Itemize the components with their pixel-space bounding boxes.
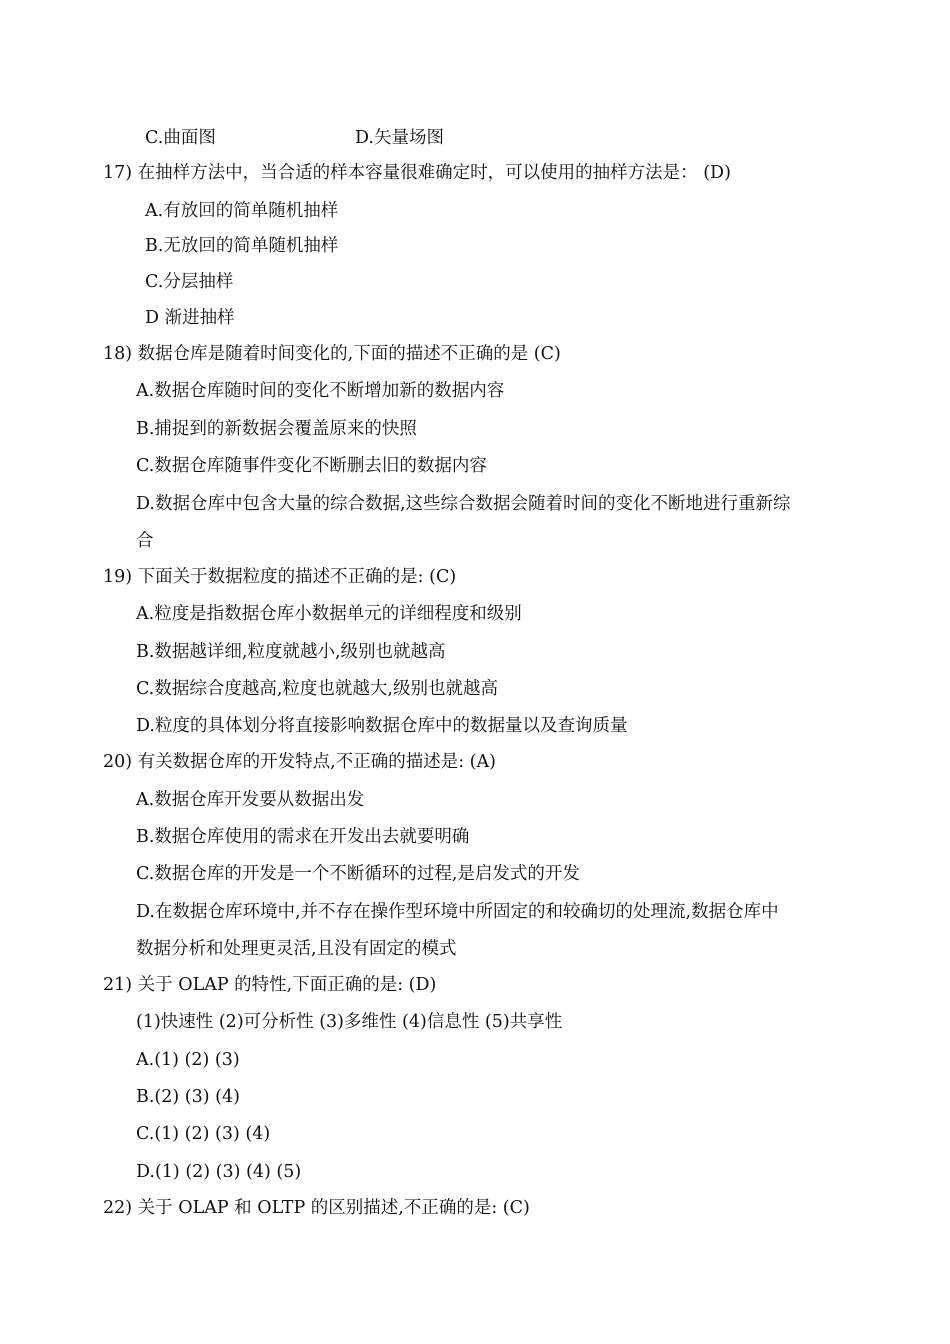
question-19-option-a: A.粒度是指数据仓库小数据单元的详细程度和级别 bbox=[136, 604, 522, 624]
question-20-option-b: B.数据仓库使用的需求在开发出去就要明确 bbox=[136, 827, 470, 847]
question-20-option-c: C.数据仓库的开发是一个不断循环的过程,是启发式的开发 bbox=[136, 864, 580, 884]
question-18-stem: 18) 数据仓库是随着时间变化的,下面的描述不正确的是 (C) bbox=[103, 344, 561, 364]
question-17-option-a: A.有放回的简单随机抽样 bbox=[145, 201, 339, 221]
question-17-option-b: B.无放回的简单随机抽样 bbox=[145, 236, 339, 256]
question-19-stem: 19) 下面关于数据粒度的描述不正确的是: (C) bbox=[103, 567, 457, 587]
question-20-option-a: A.数据仓库开发要从数据出发 bbox=[136, 790, 365, 810]
question-18-option-d-continued: 合 bbox=[136, 531, 154, 551]
question-19-option-d: D.粒度的具体划分将直接影响数据仓库中的数据量以及查询质量 bbox=[136, 716, 628, 736]
question-18-option-d: D.数据仓库中包含大量的综合数据,这些综合数据会随着时间的变化不断地进行重新综 bbox=[136, 494, 791, 514]
prev-option-c: C.曲面图 bbox=[145, 128, 216, 148]
question-20-option-d: D.在数据仓库环境中,并不存在操作型环境中所固定的和较确切的处理流,数据仓库中 bbox=[136, 902, 779, 922]
question-22-stem: 22) 关于 OLAP 和 OLTP 的区别描述,不正确的是: (C) bbox=[103, 1198, 530, 1218]
question-19-option-c: C.数据综合度越高,粒度也就越大,级别也就越高 bbox=[136, 679, 498, 699]
question-21-option-c: C.(1) (2) (3) (4) bbox=[136, 1124, 271, 1144]
question-21-stem: 21) 关于 OLAP 的特性,下面正确的是: (D) bbox=[103, 975, 437, 995]
question-17-option-c: C.分层抽样 bbox=[145, 272, 234, 292]
question-17-stem: 17) 在抽样方法中，当合适的样本容量很难确定时，可以使用的抽样方法是： (D) bbox=[103, 163, 731, 183]
question-21-option-d: D.(1) (2) (3) (4) (5) bbox=[136, 1162, 302, 1182]
question-18-option-b: B.捕捉到的新数据会覆盖原来的快照 bbox=[136, 419, 417, 439]
question-18-option-c: C.数据仓库随事件变化不断删去旧的数据内容 bbox=[136, 456, 487, 476]
question-20-option-d-continued: 数据分析和处理更灵活,且没有固定的模式 bbox=[136, 939, 457, 959]
question-18-option-a: A.数据仓库随时间的变化不断增加新的数据内容 bbox=[136, 381, 505, 401]
prev-option-d: D.矢量场图 bbox=[355, 128, 444, 148]
question-19-option-b: B.数据越详细,粒度就越小,级别也就越高 bbox=[136, 642, 446, 662]
question-21-list: (1)快速性 (2)可分析性 (3)多维性 (4)信息性 (5)共享性 bbox=[136, 1012, 563, 1032]
question-17-option-d: D 渐进抽样 bbox=[145, 308, 235, 328]
question-20-stem: 20) 有关数据仓库的开发特点,不正确的描述是: (A) bbox=[103, 752, 496, 772]
question-21-option-b: B.(2) (3) (4) bbox=[136, 1087, 240, 1107]
question-21-option-a: A.(1) (2) (3) bbox=[136, 1050, 240, 1070]
